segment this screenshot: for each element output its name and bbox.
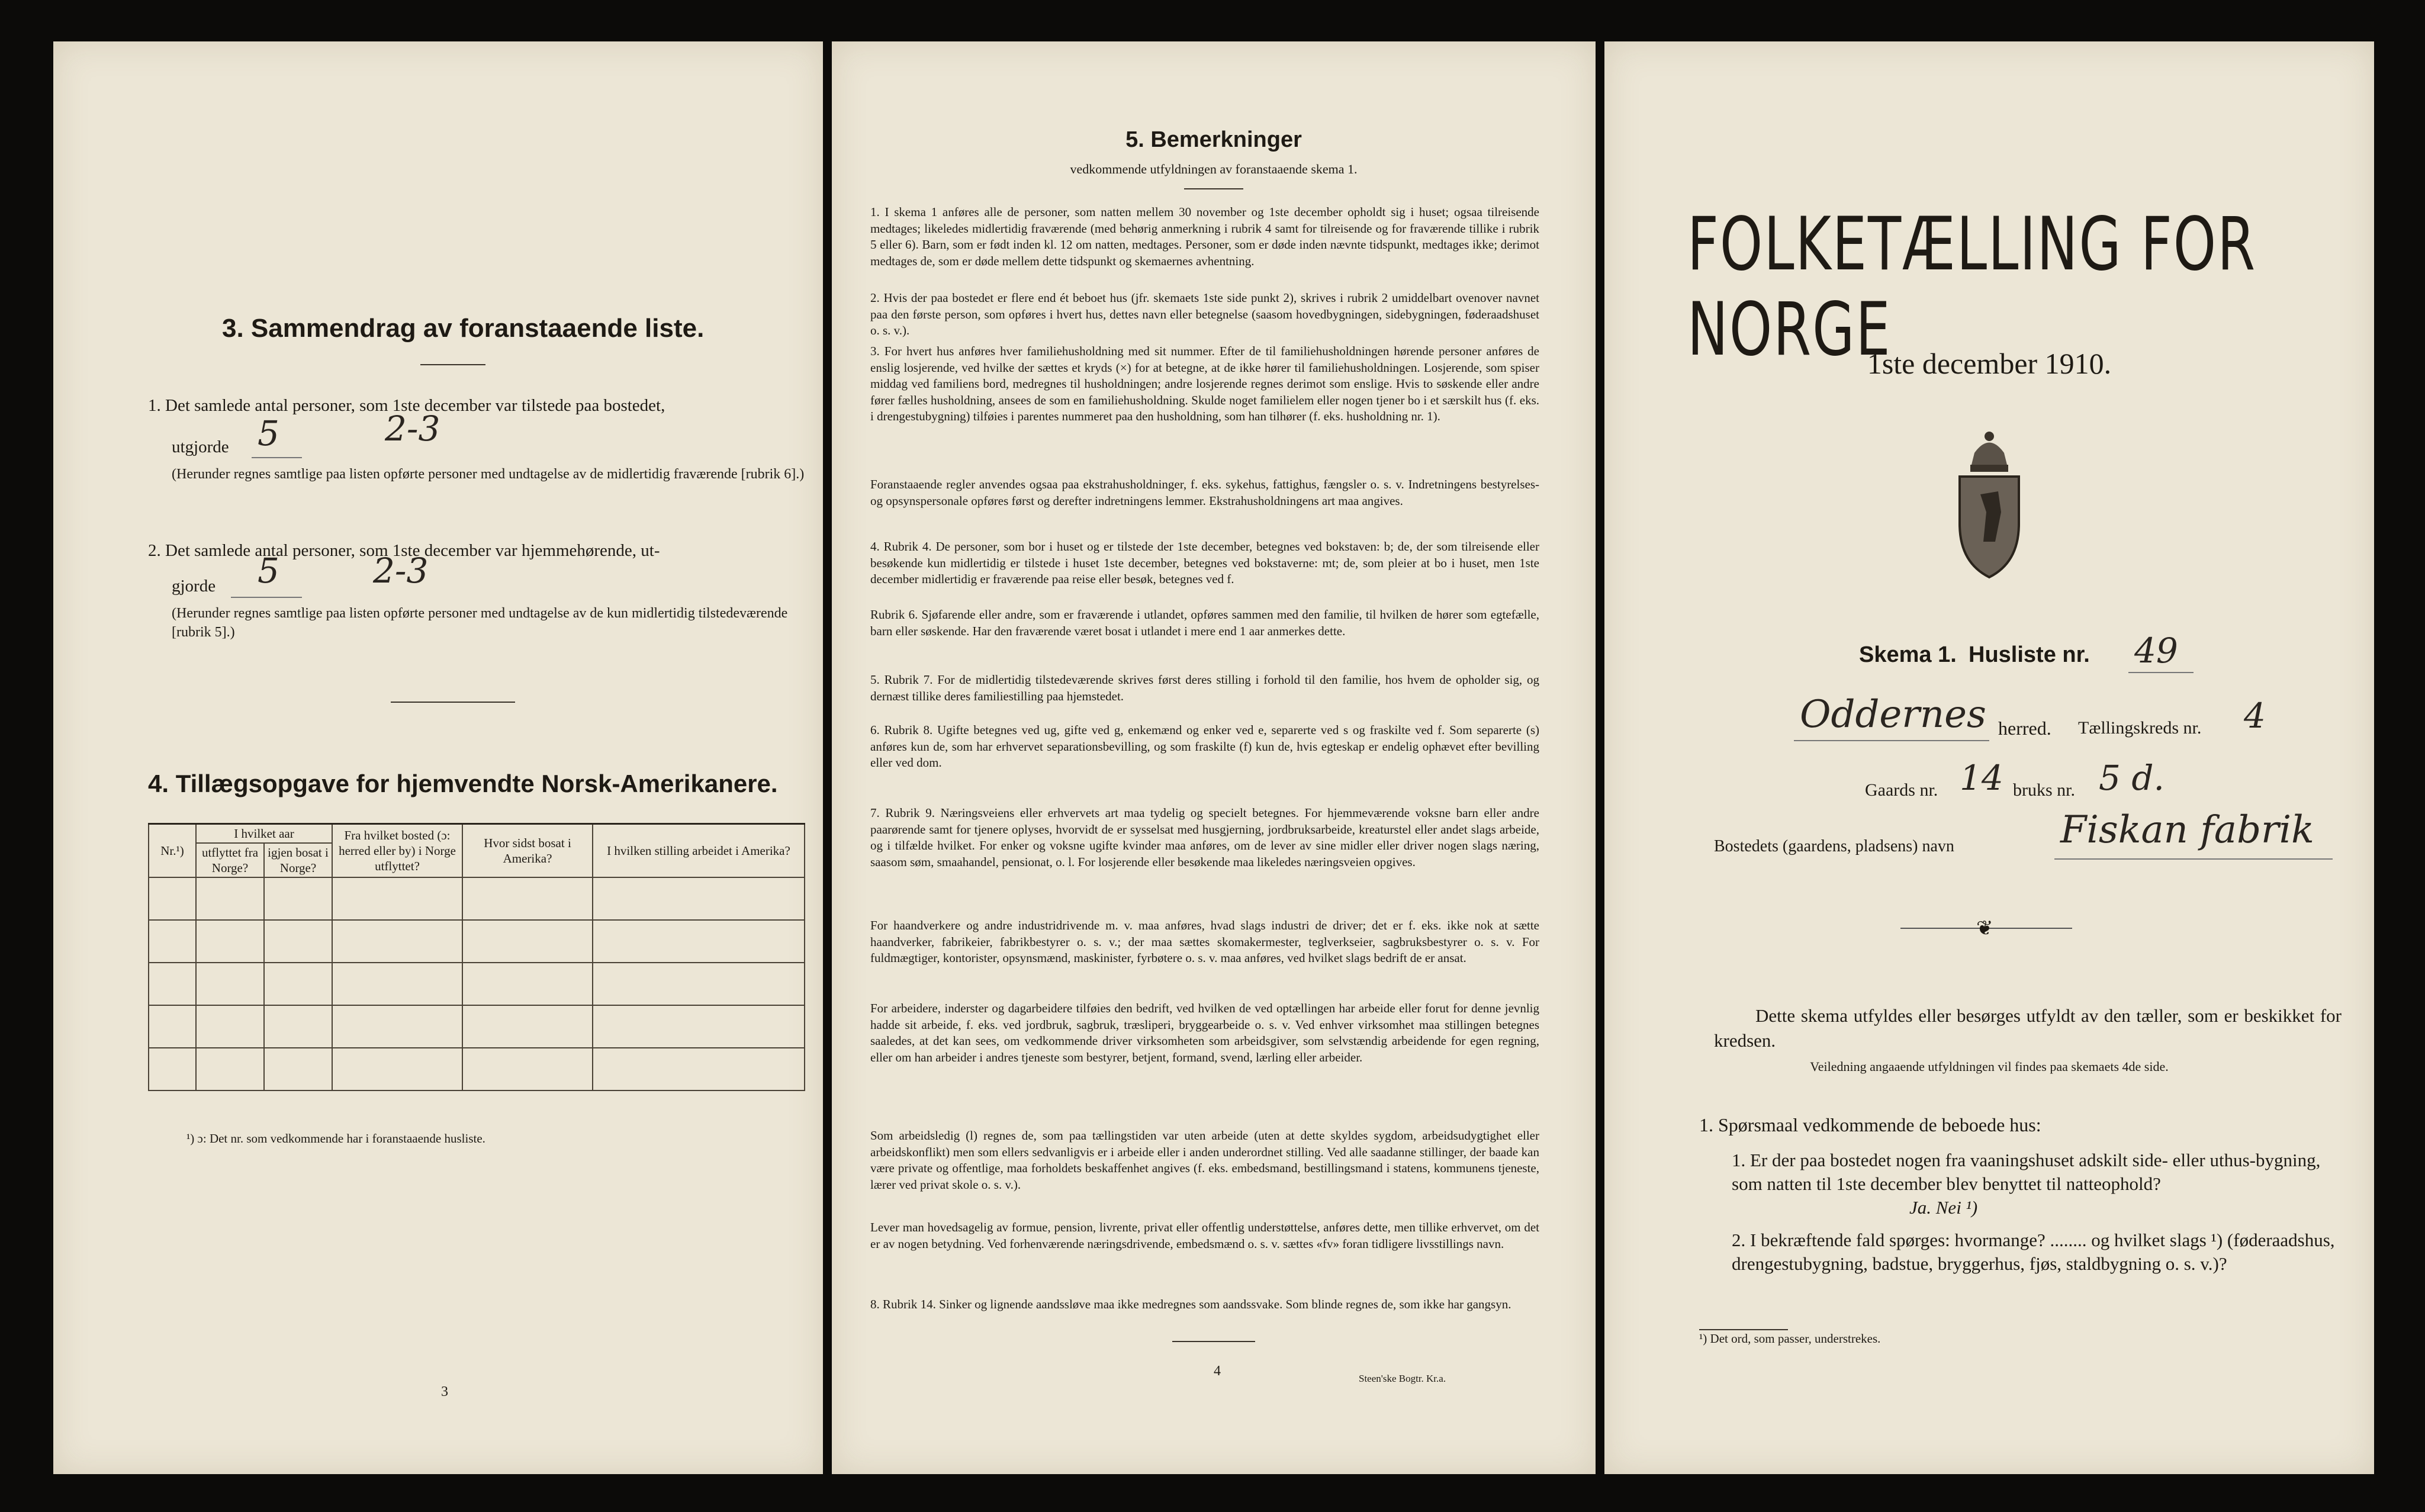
divider	[420, 364, 485, 365]
divider	[391, 702, 515, 703]
dotted-line	[1794, 740, 1989, 741]
s3-item-1-utgjorde: utgjorde	[172, 437, 229, 456]
dotted-line	[2128, 672, 2194, 673]
bemerkninger-subtitle: vedkommende utfyldningen av foranstaaende skema 1.	[1070, 162, 1358, 176]
herred-value: Oddernes	[1800, 693, 1986, 736]
note-7d: Som arbeidsledig (l) regnes de, som paa tællingstiden var uten arbeide (uten at dette skyldes sygdom, arbeidsudygtighet eller arbeidskonflikt) men som ellers sedvanligvis er i arbeide eller i anden underordnet stilling. Ved alle saadanne stillinger, der baade kan være private og offentlige, maa forholdets beskaffenhet angives (f. eks. embedsmand, bestillingsmand i statens, kommunens tjeneste, lærer ved privat skole o. s. v.).	[870, 1128, 1539, 1192]
section-3-title: 3. Sammendrag av foranstaaende liste.	[222, 314, 705, 343]
bruks-label: bruks nr.	[2013, 780, 2075, 800]
bemerkninger-title: 5. Bemerkninger	[1125, 127, 1302, 152]
coat-of-arms-icon	[1942, 423, 2037, 583]
col-igjen: igjen bosat i Norge?	[264, 843, 332, 877]
col-sidst: Hvor sidst bosat i Amerika?	[462, 824, 593, 878]
table-footnote: ¹) ɔ: Det nr. som vedkommende har i foranstaaende husliste.	[186, 1131, 485, 1146]
divider	[1699, 1329, 1788, 1330]
col-bosted: Fra hvilket bosted (ɔ: herred eller by) i Norge utflyttet?	[332, 824, 462, 878]
page-number: 3	[441, 1384, 448, 1400]
gaards-label: Gaards nr.	[1865, 780, 1938, 800]
note-3: 3. For hvert hus anføres hver familiehusholdning med sit nummer. Efter de til familiehusholdningen hørende personer anføres de enslig losjerende, ved hvilke der sættes et kryds (×) for at betegne, at de ikke hører til familiehusholdningen. Losjerende, som spiser middag ved familiens bord, medregnes til husholdningen; andre losjerende regnes derimot som enslige. Hvis to søskende eller andre fører fælles husholdning, ansees de som en familiehusholdning. Skulde noget familielem eller nogen tjener bo i et særskilt hus (f. eks. i drengestubygning) tilføies i parentes nummeret paa den husholdning, som han tilhører (f. eks. husholdning nr. 1).	[870, 344, 1539, 423]
note-5: 5. Rubrik 7. For de midlertidig tilstedeværende skrives først deres stilling i forhold til den familie, hos hvem de opholder sig, og dernæst tillike deres familiestilling paa hjemstedet.	[870, 673, 1539, 703]
veiledning-text: Veiledning angaaende utfyldningen vil findes paa skemaets 4de side.	[1810, 1059, 2169, 1074]
left-page	[53, 41, 823, 1474]
s3-item-1-value: 5	[258, 413, 279, 453]
table-row	[149, 1048, 805, 1090]
s3-item-2-note: (Herunder regnes samtlige paa listen opførte personer med undtagelse av de kun midlertidig tilstedeværende [rubrik 5].)	[172, 606, 788, 640]
s3-item-1: 1. Det samlede antal personer, som 1ste december var tilstede paa bostedet,	[148, 396, 665, 415]
note-7: 7. Rubrik 9. Næringsveiens eller erhvervets art maa tydelig og specielt betegnes. For hjemmeværende voksne barn eller andre paarørende samt for tjenere oplyses, hvorvidt de er sysselsat med husgjerning, jordbruksarbeide, kreaturstel eller andet slags arbeide, og i tilfælde hvilket. For enker og voksne ugifte kvinder maa anføres, om de lever av sine midler eller driver nogen slags næring, saasom søm, smaahandel, pensionat, o. l. For losjerende eller besøkende maa likeledes næringsveien opgives.	[870, 806, 1539, 869]
s3-item-1-hand: 2-3	[385, 408, 440, 449]
note-8: 8. Rubrik 14. Sinker og lignende aandssløve maa ikke medregnes som aandssvake. Som blinde regnes de, som ikke har gangsyn.	[870, 1297, 1511, 1311]
table-row	[149, 963, 805, 1005]
section-4-title: 4. Tillægsopgave for hjemvendte Norsk-Amerikanere.	[148, 770, 778, 797]
herred-label: herred.	[1998, 718, 2051, 739]
middle-page	[832, 41, 1596, 1474]
note-1: 1. I skema 1 anføres alle de personer, som natten mellem 30 november og 1ste december opholdt sig i huset; ogsaa tilreisende medtages; likeledes midlertidig fraværende (med behørig anmerkning i rubrik 4 samt for tilreisende og for fraværende tillike i rubrik 5 eller 6). Barn, som er født inden kl. 12 om natten, medtages. Personer, som er døde inden nævnte tidspunkt, medtages ikke; derimot medtages de, som er døde mellem dette tidspunkt og skemaernes avhentning.	[870, 205, 1539, 268]
note-6: 6. Rubrik 8. Ugifte betegnes ved ug, gifte ved g, enkemænd og enker ved e, separerte ved s og fraskilte ved f. Som separerte (s) anføres kun de, som har erhvervet separationsbevilling, og som fraskilte (f) kun de, hvis egteskap er endelig ophævet efter bevilling eller ved dom.	[870, 723, 1539, 770]
divider	[1172, 1341, 1255, 1342]
question-1: 1. Er der paa bostedet nogen fra vaaningshuset adskilt side- eller uthus-bygning, som natten til 1ste december blev benyttet til natteophold?	[1732, 1150, 2321, 1194]
skema-label: Skema 1.	[1859, 642, 1957, 667]
ornament-icon: ❦	[1976, 918, 1993, 940]
divider	[1184, 188, 1243, 189]
col-nr: Nr.¹)	[149, 824, 196, 878]
note-7c: For arbeidere, inderster og dagarbeidere tilføies den bedrift, ved hvilken de ved optællingen har arbeide eller forut for denne jevnlig hadde sit arbeide, f. eks. ved jordbruk, sagbruk, træsliperi, bryggearbeide o. s. v. Ved enhver virksomhet maa stillingen betegnes saaledes, at det kan sees, om vedkommende driver virksomheten som arbeidsgiver, som selvstændig arbeidende for egen regning, eller om han arbeider i andres tjeneste som bestyrer, betjent, formand, svend, lærling eller arbeider.	[870, 1001, 1539, 1064]
s3-item-1-note: (Herunder regnes samtlige paa listen opførte personer med undtagelse av de midlertidig fraværende [rubrik 6].)	[172, 467, 805, 482]
col-stilling: I hvilken stilling arbeidet i Amerika?	[593, 824, 805, 878]
bosted-label: Bostedets (gaardens, pladsens) navn	[1714, 837, 1954, 855]
note-7e: Lever man hovedsagelig av formue, pension, livrente, privat eller offentlig understøttelse, anføres dette, men tillike erhvervet, om det er av nogen betydning. Ved forhenværende næringsdrivende, embedsmænd o. s. v. sættes «fv» foran tidligere livsstillings navn.	[870, 1220, 1539, 1251]
s3-item-2-hand: 2-3	[373, 551, 429, 591]
table-row	[149, 920, 805, 963]
census-title: FOLKETÆLLING FOR NORGE	[1687, 201, 2257, 372]
note-4b: Rubrik 6. Sjøfarende eller andre, som er fraværende i utlandet, opføres sammen med den familie, til hvilken de hører som egtefælle, barn eller søskende. Har den fraværende været bosat i utlandet i mere end 1 aar anmerkes dette.	[870, 607, 1539, 638]
questions-heading: 1. Spørsmaal vedkommende de beboede hus:	[1699, 1114, 2041, 1135]
bruks-value: 5 d.	[2099, 758, 2165, 798]
right-page	[1604, 41, 2374, 1474]
question-2: 2. I bekræftende fald spørges: hvormange? ........ og hvilket slags ¹) (føderaadshus, drengestubygning, badstue, bryggerhus, fjøs, staldbygning o. s. v.)?	[1732, 1230, 2335, 1274]
table-row	[149, 1005, 805, 1048]
husliste-label: Husliste nr.	[1969, 642, 2090, 667]
intro-text: Dette skema utfyldes eller besørges utfyldt av den tæller, som er beskikket for kredsen.	[1714, 1005, 2342, 1051]
col-group: I hvilket aar	[196, 824, 332, 844]
note-7b: For haandverkere og andre industridrivende m. v. maa anføres, hvad slags industri de driver; det er f. eks. ikke nok at sætte haandverker, fabrikeier, fabrikbestyrer o. s. v.; der maa sættes skomakermester, teglverkseier, sagbruksbestyrer o. s. v. For fuldmægtiger, kontorister, opsynsmænd, maskinister, fyrbøtere o. s. v. maa anføres, ved hvilket slags bedrift de er ansat.	[870, 918, 1539, 965]
s3-item-2-value: 5	[258, 551, 279, 591]
note-4: 4. Rubrik 4. De personer, som bor i huset og er tilstede der 1ste december, betegnes ved bokstaven: b; de, der som tilreisende eller besøkende kun midlertidig er tilstede i huset 1ste december, betegnes ved bokstaverne: mt; de, som pleier at bo i huset, men 1ste december midlertidig er fraværende paa reise eller besøk, betegnes ved f.	[870, 539, 1539, 586]
table-row	[149, 877, 805, 920]
note-2: 2. Hvis der paa bostedet er flere end ét beboet hus (jfr. skemaets 1ste side punkt 2), skrives i rubrik 2 umiddelbart ovenover navnet paa den første person, som opføres i hvert hus, dettes navn eller betegnelse (saasom hovedbygningen, sidebygningen, føderaadshuset o. s. v.).	[870, 291, 1539, 337]
dotted-line	[231, 597, 302, 598]
census-date: 1ste december 1910.	[1867, 347, 2112, 380]
kreds-label: Tællingskreds nr.	[2078, 718, 2202, 738]
dotted-line	[252, 457, 302, 458]
dotted-line	[2054, 858, 2333, 860]
col-utflyttet: utflyttet fra Norge?	[196, 843, 264, 877]
norsk-amerikanere-table	[148, 823, 805, 1091]
printer-mark: Steen'ske Bogtr. Kr.a.	[1359, 1373, 1446, 1384]
gaards-value: 14	[1960, 758, 2003, 798]
note-3b: Foranstaaende regler anvendes ogsaa paa ekstrahusholdninger, f. eks. sykehus, fattighus, fængsler o. s. v. Indretningens bestyrelses- og opsynspersonale opføres først og derefter indretningens lemmer. Ekstrahusholdningens art maa angives.	[870, 477, 1539, 508]
s3-item-2: 2. Det samlede antal personer, som 1ste december var hjemmehørende, ut-	[148, 541, 660, 560]
s3-item-2-utgjorde: gjorde	[172, 577, 216, 596]
bosted-value: Fiskan fabrik	[2060, 808, 2314, 852]
husliste-value: 49	[2134, 630, 2178, 671]
footnote: ¹) Det ord, som passer, understrekes.	[1699, 1331, 1881, 1346]
question-1-answer: Ja. Nei ¹)	[1909, 1197, 1978, 1218]
kreds-value: 4	[2244, 696, 2266, 736]
page-number: 4	[1214, 1363, 1221, 1379]
